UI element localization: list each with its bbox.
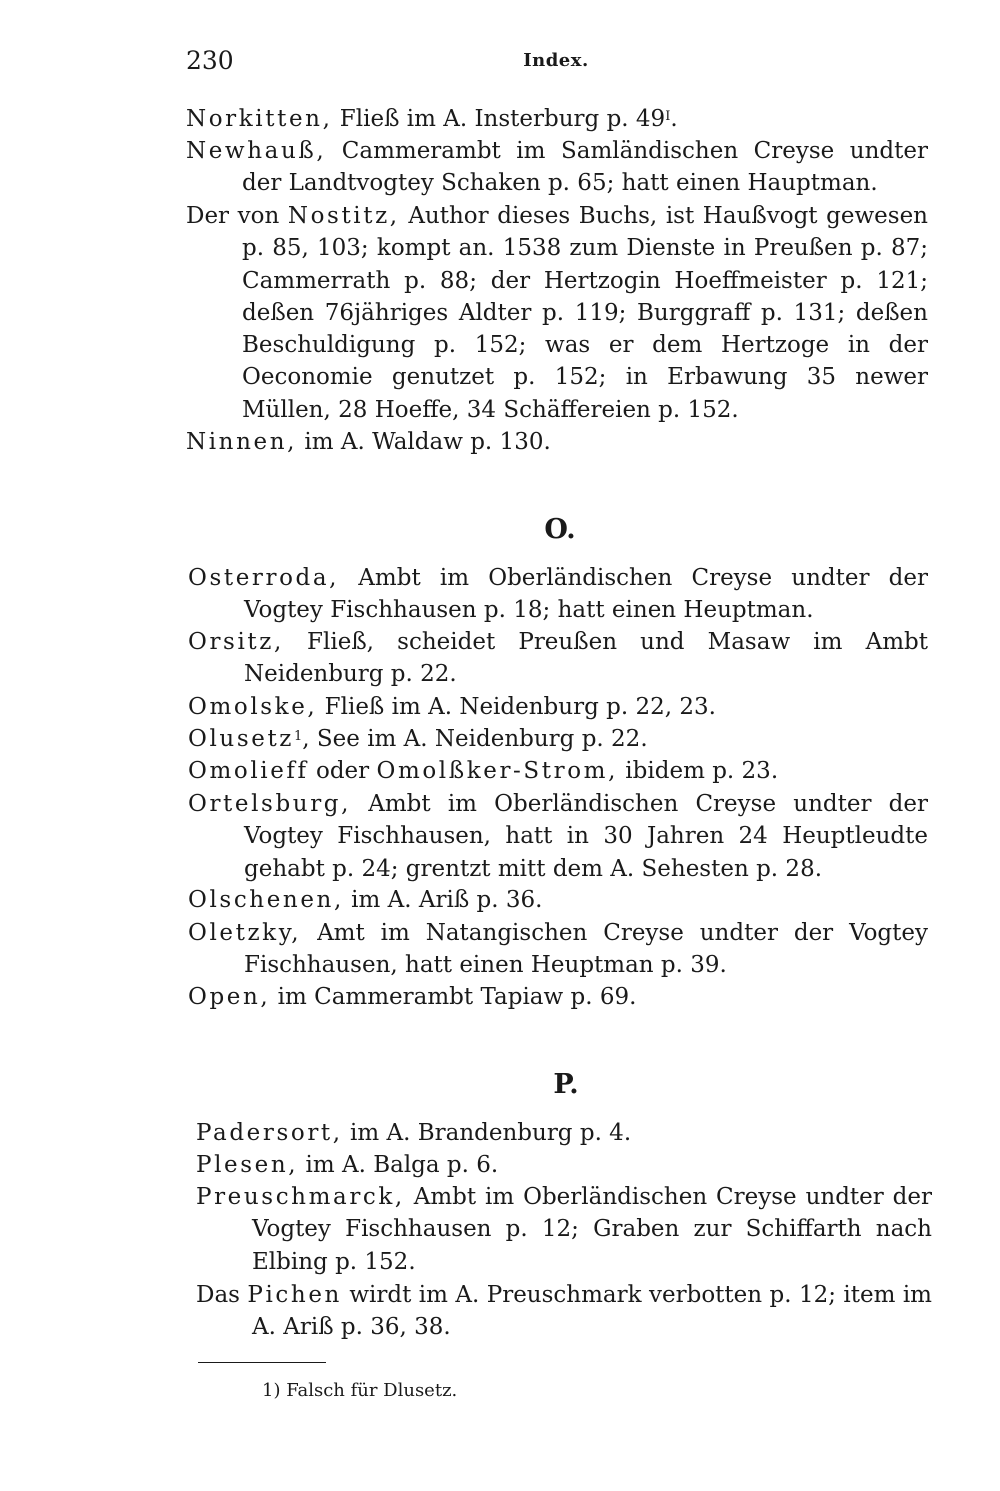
entry-prefix: Das	[196, 1282, 248, 1308]
entry-headword: Omolske,	[188, 694, 318, 720]
index-entry-oletzky	[188, 917, 928, 982]
entry-text: Author dieses Buchs, ist Haußvogt gewesen p. 85, 103; kompt an. 1538 zum Dienste in Preußen p. 87; Cammerrath p. 88; der Hertzogin Hoeffmeister p. 121; deßen 76jähriges Aldter p. 119; Burggraff p. 131; deßen Beschuldigung p. 152; was er dem Hertzoge in der Oeconomie genutzet p. 152; in Erbawung 35 newer Müllen, 28 Hoeffe, 34 Schäffereien p. 152.	[242, 203, 928, 423]
entry-headword: Omolieff	[188, 758, 309, 784]
index-entry-omolieff	[188, 755, 928, 787]
page-number: 230	[186, 46, 234, 75]
entry-headword: Plesen,	[196, 1152, 299, 1178]
index-entry-plesen	[196, 1149, 932, 1181]
index-entry-pichen	[196, 1279, 932, 1344]
entry-headword: Padersort,	[196, 1120, 343, 1146]
entry-text: , See im A. Neidenburg p. 22.	[302, 726, 648, 752]
entry-headword: Nostitz,	[287, 203, 400, 229]
entry-text: Fließ, scheidet Preußen und Masaw im Ambt Neidenburg p. 22.	[244, 629, 928, 688]
entry-text: im A. Brandenburg p. 4.	[342, 1120, 632, 1146]
entry-tail: .	[670, 106, 678, 132]
entry-headword: Pichen	[247, 1282, 342, 1308]
entry-text: Amt im Natangischen Creyse undter der Vogtey Fischhausen, hatt einen Heuptman p. 39.	[244, 920, 928, 979]
index-entry-ortelsburg	[188, 788, 928, 885]
entry-text: im A. Ariß p. 36.	[343, 887, 543, 913]
footnote: 1) Falsch für Dlusetz.	[262, 1380, 458, 1401]
entry-text: Ambt im Oberländischen Creyse undter der Vogtey Fischhausen p. 18; hatt einen Heuptman.	[244, 565, 928, 624]
entry-headword: Osterroda,	[188, 565, 340, 591]
entry-text: Fließ im A. Insterburg p. 49	[332, 106, 666, 132]
entry-text: Cammerambt im Samländischen Creyse undter der Landtvogtey Schaken p. 65; hatt einen Hauptman.	[242, 138, 928, 197]
running-title: Index.	[523, 50, 589, 71]
entry-text: Fließ im A. Neidenburg p. 22, 23.	[317, 694, 716, 720]
footnote-rule	[198, 1362, 326, 1363]
index-entry-osterroda	[188, 562, 928, 627]
index-entry-newhauss	[186, 135, 928, 200]
entry-text: im A. Waldaw p. 130.	[297, 429, 551, 455]
index-entry-open	[188, 981, 928, 1013]
entry-text-secondary: ibidem p. 23.	[618, 758, 779, 784]
section-letter-p: P.	[553, 1069, 579, 1100]
entry-headword: Orsitz,	[188, 629, 284, 655]
section-letter-o: O.	[544, 514, 576, 545]
entry-headword: Norkitten,	[186, 106, 333, 132]
entry-headword-secondary: Omolßker-Strom,	[376, 758, 618, 784]
index-entry-omolske	[188, 691, 928, 723]
entry-prefix: Der von	[186, 203, 288, 229]
entry-headword: Preuschmarck,	[196, 1184, 405, 1210]
entry-headword: Oletzky,	[188, 920, 302, 946]
entry-superscript: I	[665, 109, 671, 124]
index-entry-nostitz	[186, 200, 928, 426]
entry-headword: Ortelsburg,	[188, 791, 352, 817]
entry-text: Ambt im Oberländischen Creyse undter der Vogtey Fischhausen, hatt in 30 Jahren 24 Heuptleudte gehabt p. 24; grentzt mitt dem A. Sehesten p. 28.	[244, 791, 928, 882]
entry-headword: Olschenen,	[188, 887, 344, 913]
entry-text: im Cammerambt Tapiaw p. 69.	[270, 984, 637, 1010]
entry-text: oder	[308, 758, 377, 784]
entry-headword: Open,	[188, 984, 271, 1010]
index-entry-ninnen	[186, 426, 928, 458]
entry-text: wirdt im A. Preuschmark verbotten p. 12; item im A. Ariß p. 36, 38.	[252, 1282, 932, 1341]
entry-headword: Newhauß,	[186, 138, 327, 164]
entry-headword: Ninnen,	[186, 429, 298, 455]
index-entry-olusetz	[188, 723, 928, 755]
page-header	[186, 44, 926, 78]
index-entry-norkitten	[186, 103, 928, 135]
index-entry-preuschmarck	[196, 1181, 932, 1278]
entry-text: im A. Balga p. 6.	[298, 1152, 499, 1178]
index-entry-orsitz	[188, 626, 928, 691]
entry-text: Ambt im Oberländischen Creyse undter der Vogtey Fischhausen p. 12; Graben zur Schiffarth nach Elbing p. 152.	[252, 1184, 932, 1275]
entry-headword: Olusetz	[188, 726, 294, 752]
index-entry-olschenen	[188, 884, 928, 916]
footnote-marker: 1	[294, 729, 303, 744]
index-entry-padersort	[196, 1117, 932, 1149]
